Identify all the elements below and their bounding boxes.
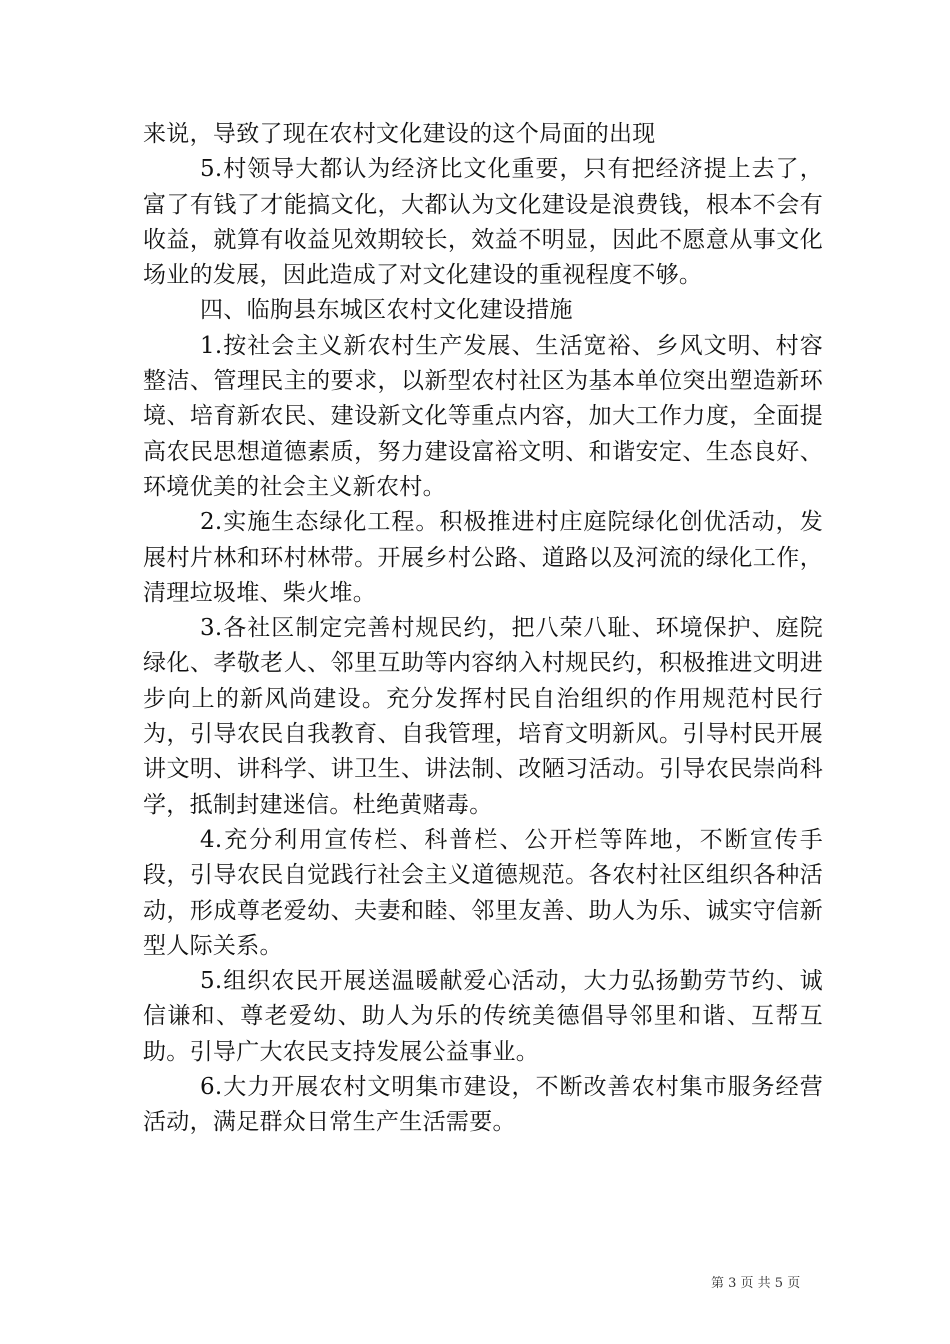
paragraph-measure-3: 3.各社区制定完善村规民约，把八荣八耻、环境保护、庭院绿化、孝敬老人、邻里互助等内容纳入村规民约，积极推进文明进步向上的新风尚建设。充分发挥村民自治组织的作用规范村民行为，引导农民自我教育、自我管理，培育文明新风。引导村民开展讲文明、讲科学、讲卫生、讲法制、改陋习活动。引导农民崇尚科学，抵制封建迷信。杜绝黄赌毒。 (143, 615, 823, 818)
paragraph-measure-6: 6.大力开展农村文明集市建设，不断改善农村集市服务经营活动，满足群众日常生产生活需要。 (143, 1074, 823, 1136)
page-number-footer: 第 3 页 共 5 页 (711, 1276, 801, 1291)
paragraph-measure-4: 4.充分利用宣传栏、科普栏、公开栏等阵地，不断宣传手段，引导农民自觉践行社会主义道德规范。各农村社区组织各种活动，形成尊老爱幼、夫妻和睦、邻里友善、助人为乐、诚实守信新型人际关系。 (143, 826, 823, 959)
paragraph-item-5: 5.村领导大都认为经济比文化重要，只有把经济提上去了，富了有钱了才能搞文化，大都认为文化建设是浪费钱，根本不会有收益，就算有收益见效期较长，效益不明显，因此不愿意从事文化场业的发展，因此造成了对文化建设的重视程度不够。 (143, 156, 823, 289)
document-body (143, 117, 823, 1141)
paragraph-measure-1: 1.按社会主义新农村生产发展、生活宽裕、乡风文明、村容整洁、管理民主的要求，以新型农村社区为基本单位突出塑造新环境、培育新农民、建设新文化等重点内容，加大工作力度，全面提高农民思想道德素质，努力建设富裕文明、和谐安定、生态良好、环境优美的社会主义新农村。 (143, 332, 823, 500)
paragraph-measure-5: 5.组织农民开展送温暖献爱心活动，大力弘扬勤劳节约、诚信谦和、尊老爱幼、助人为乐的传统美德倡导邻里和谐、互帮互助。引导广大农民支持发展公益事业。 (143, 968, 823, 1065)
paragraph-measure-2: 2.实施生态绿化工程。积极推进村庄庭院绿化创优活动，发展村片林和环村林带。开展乡村公路、道路以及河流的绿化工作，清理垃圾堆、柴火堆。 (143, 509, 823, 606)
section-heading-4: 四、临朐县东城区农村文化建设措施 (200, 297, 573, 324)
paragraph-continuation: 来说，导致了现在农村文化建设的这个局面的出现 (143, 121, 656, 147)
